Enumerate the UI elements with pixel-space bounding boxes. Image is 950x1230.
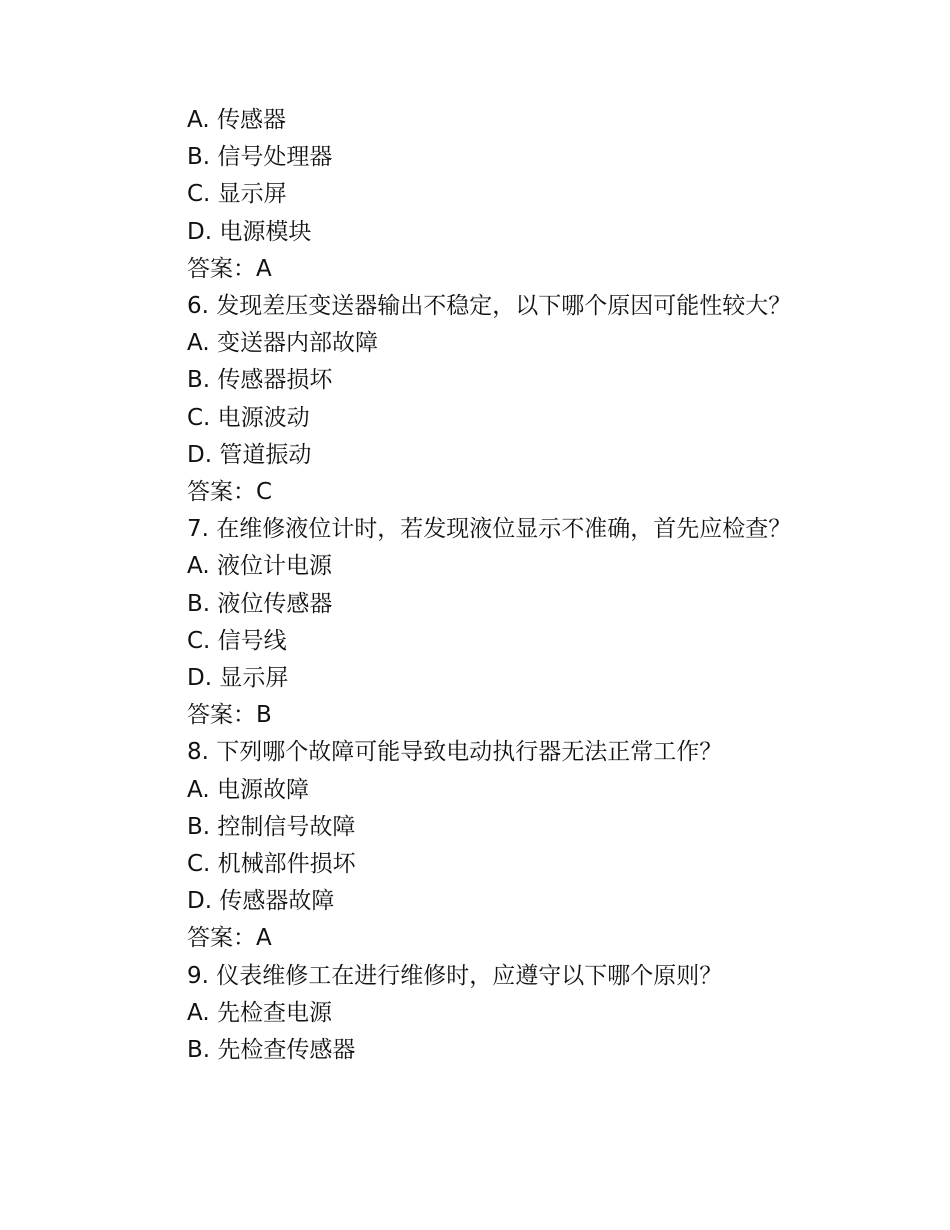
option-line: B. 先检查传感器	[187, 1037, 356, 1064]
question-9: 9. 仪表维修工在进行维修时，应遵守以下哪个原则？	[187, 962, 723, 989]
option-line: B. 信号处理器	[187, 144, 333, 171]
question-8: 8. 下列哪个故障可能导致电动执行器无法正常工作？	[187, 739, 723, 766]
option-line: B. 控制信号故障	[187, 813, 356, 840]
option-line: A. 传感器	[187, 107, 286, 133]
option-line: D. 电源模块	[187, 218, 312, 245]
answer-line: 答案：B	[187, 702, 272, 729]
option-line: A. 先检查电源	[187, 999, 332, 1026]
answer-line: 答案：C	[187, 479, 273, 506]
option-line: D. 传感器故障	[187, 888, 335, 915]
answer-line: 答案：A	[187, 925, 272, 952]
document-body	[140, 102, 800, 1069]
option-line: A. 电源故障	[187, 776, 309, 803]
question-6: 6. 发现差压变送器输出不稳定，以下哪个原因可能性较大？	[187, 293, 792, 320]
option-line: C. 显示屏	[187, 181, 287, 208]
option-line: B. 液位传感器	[187, 590, 333, 617]
option-line: C. 机械部件损坏	[187, 851, 356, 878]
option-line: C. 信号线	[187, 627, 287, 654]
option-line: C. 电源波动	[187, 404, 310, 431]
question-7: 7. 在维修液位计时，若发现液位显示不准确，首先应检查？	[187, 516, 792, 543]
answer-line: 答案：A	[187, 255, 272, 282]
option-line: B. 传感器损坏	[187, 367, 333, 394]
option-line: D. 管道振动	[187, 441, 312, 468]
option-line: A. 液位计电源	[187, 553, 332, 580]
option-line: A. 变送器内部故障	[187, 330, 378, 357]
option-line: D. 显示屏	[187, 665, 289, 692]
